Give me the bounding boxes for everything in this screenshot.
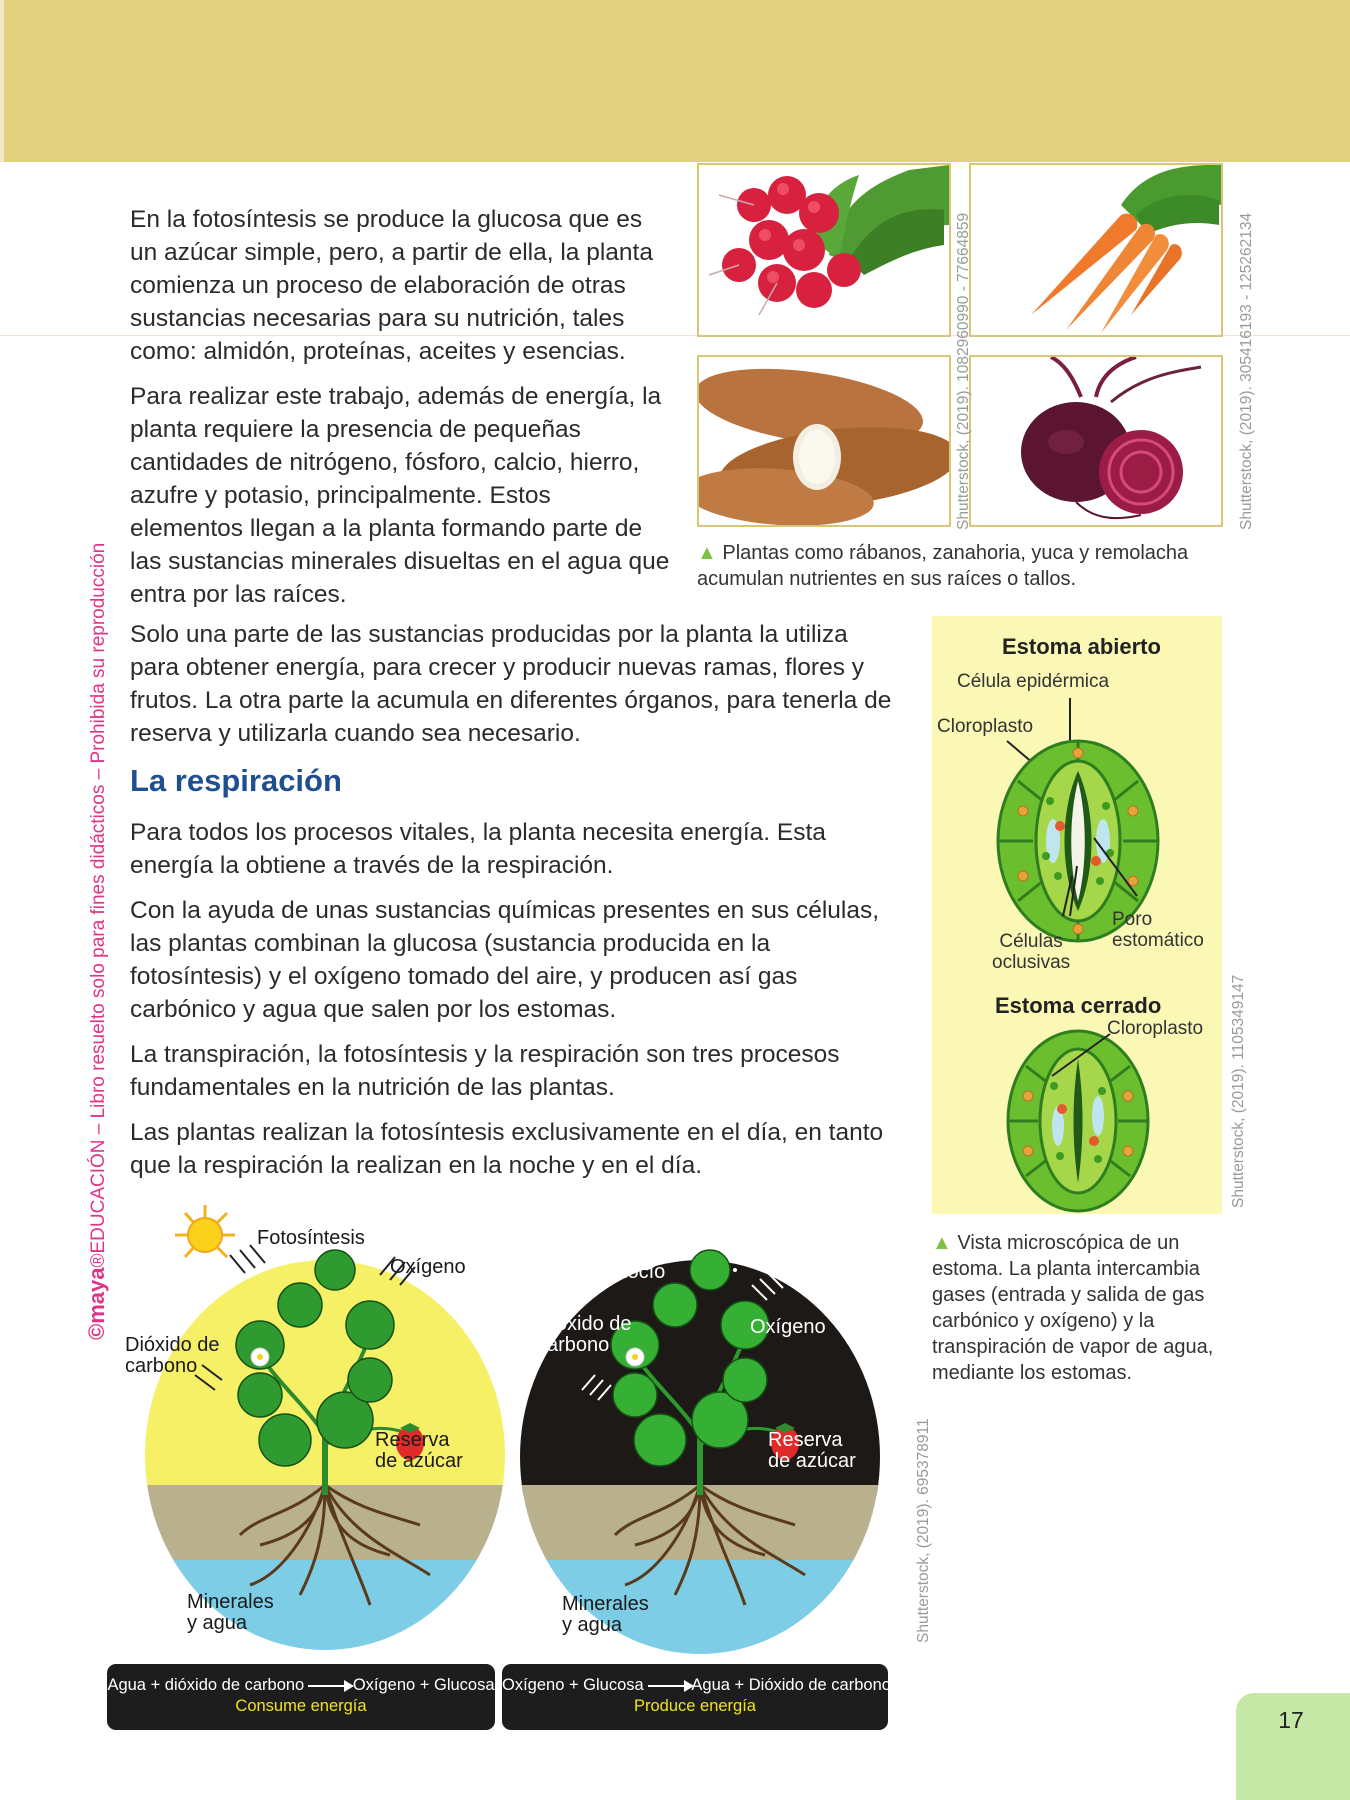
photosynthesis-title: Fotosíntesis xyxy=(257,1227,365,1249)
label-chloroplast-closed: Cloroplasto xyxy=(1107,1018,1204,1039)
stoma-open-title: Estoma abierto xyxy=(1002,634,1161,659)
paragraph-reserve: Solo una parte de las sustancias producidas por la planta la utiliza para obtener energía, para crecer y producir nuevas ramas, flores y frutos. La otra parte la acumula en diferentes órganos, para tenerla de reserva y utilizarla cuando sea necesario. xyxy=(130,621,892,747)
respiration-title: Respiración xyxy=(656,1230,762,1252)
label-chloroplast: Cloroplasto xyxy=(937,716,1034,737)
respiration-sugar-label: Reserva de azúcar xyxy=(768,1429,856,1472)
photo-credit-left: Shutterstock, (2019). 1082960990 - 77664859 xyxy=(955,212,972,530)
label-guard-cells: Células oclusivas xyxy=(992,931,1071,973)
photosynthesis-energy: Consume energía xyxy=(235,1697,367,1715)
photosynthesis-oxygen-label: Oxígeno xyxy=(390,1256,466,1278)
paragraph-glucose: En la fotosíntesis se produce la glucosa que es un azúcar simple, pero, a partir de ella, la planta comienza un proceso de elaboración de otras sustancias necesarias para su nutrición, tales como: almidón, proteínas, aceites y esencias. xyxy=(130,206,653,365)
page-number: 17 xyxy=(1278,1707,1304,1733)
triangle-icon: ▲ xyxy=(697,542,717,564)
paragraph-processes: La transpiración, la fotosíntesis y la respiración son tres procesos fundamentales en la nutrición de las plantas. xyxy=(130,1041,840,1101)
respiration-dew-label: Rocío xyxy=(613,1261,666,1283)
stoma-caption: ▲ Vista microscópica de un estoma. La planta intercambia gases (entrada y salida de gas carbónico y oxígeno) y la transpiración de vapor de agua, mediante los estomas. xyxy=(932,1232,1214,1384)
respiration-co2-label: Dióxido de carbono xyxy=(537,1313,632,1356)
stoma-credit: Shutterstock, (2019). 1105349147 xyxy=(1230,974,1247,1208)
beet-photo xyxy=(969,355,1223,527)
side-note-text: ®EDUCACIÓN – Libro resuelto solo para fines didácticos – Prohibida su reproducción xyxy=(88,542,109,1268)
respiration-diagram xyxy=(515,1195,885,1655)
photosynthesis-diagram xyxy=(125,1195,510,1655)
paragraph-energy: Para todos los procesos vitales, la planta necesita energía. Esta energía la obtiene a través de la respiración. xyxy=(130,819,826,879)
paragraph-day-night: Las plantas realizan la fotosíntesis exclusivamente en el día, en tanto que la respiración la realizan en la noche y en el día. xyxy=(130,1119,884,1179)
photosynthesis-co2-label: Dióxido de carbono xyxy=(125,1334,220,1377)
respiration-equation: Oxígeno + Glucosa Agua + Dióxido de carbono Produce energía xyxy=(502,1664,888,1730)
section-heading: La respiración xyxy=(130,763,342,798)
header-band xyxy=(0,0,1350,162)
stoma-panel xyxy=(932,616,1222,1214)
paragraph-respiration: Con la ayuda de unas sustancias químicas presentes en sus células, las plantas combinan la glucosa (sustancia producida en la fotosíntesis) y el oxígeno tomado del aire, y producen así gas carbónico y agua que salen por los estomas. xyxy=(130,897,880,1023)
copyright-side-note xyxy=(84,543,110,1340)
photosynthesis-sugar-label: Reserva de azúcar xyxy=(375,1429,463,1472)
photo-caption: ▲ Plantas como rábanos, zanahoria, yuca y remolacha acumulan nutrientes en sus raíces o tallos. xyxy=(697,542,1189,590)
respiration-minerals-label: Minerales y agua xyxy=(562,1593,649,1636)
triangle-icon: ▲ xyxy=(932,1232,952,1254)
arrow-right-icon xyxy=(648,1685,686,1687)
photosynthesis-equation: Agua + dióxido de carbono Oxígeno + Glucosa Consume energía xyxy=(107,1664,495,1730)
photosynthesis-minerals-label: Minerales y agua xyxy=(187,1591,274,1634)
stoma-closed-title: Estoma cerrado xyxy=(995,993,1162,1018)
photo-credit-right: Shutterstock, (2019). 305416193 - 125262134 xyxy=(1238,212,1255,530)
radish-photo xyxy=(697,163,951,337)
respiration-energy: Produce energía xyxy=(633,1697,756,1715)
page-number-tab xyxy=(1236,1693,1350,1800)
label-stomatal-pore: Poro estomático xyxy=(1112,909,1204,951)
brand-logo: ©maya xyxy=(84,1267,109,1340)
paragraph-minerals: Para realizar este trabajo, además de energía, la planta requiere la presencia de pequeñas cantidades de nitrógeno, fósforo, calcio, hierro, azufre y potasio, principalmente. Estos elementos llegan a la planta formando parte de las sustancias minerales disueltas en el agua que entra por las raíces. xyxy=(130,383,670,608)
cassava-photo xyxy=(697,355,951,527)
arrow-right-icon xyxy=(308,1685,346,1687)
respiration-oxygen-label: Oxígeno xyxy=(750,1316,826,1338)
carrot-photo xyxy=(969,163,1223,337)
label-epidermal-cell: Célula epidérmica xyxy=(957,671,1110,692)
diagram-credit: Shutterstock, (2019). 695378911 xyxy=(915,1418,932,1643)
